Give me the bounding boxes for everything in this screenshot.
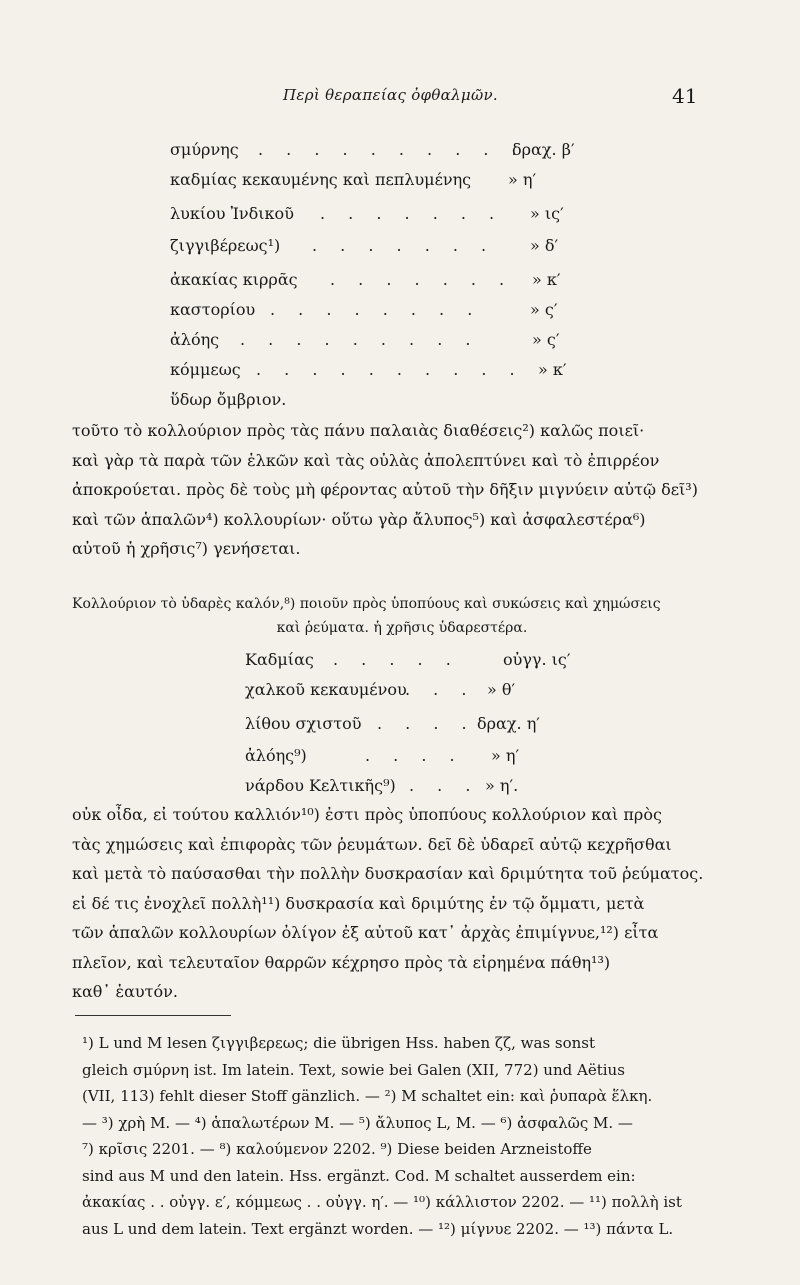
text-line: τὰς χημώσεις καὶ ἐπιφορὰς τῶν ῥευμάτων. δεῖ δὲ ὑδαρεῖ αὐτῷ κεχρῆσθαι: [72, 834, 672, 854]
paragraph-1: [72, 416, 728, 564]
recipe-2-title: [72, 592, 732, 640]
leader-dots: . . . . . . .: [330, 270, 514, 289]
footnote-line: sind aus M und den latein. Hss. ergänzt. Cod. M schaltet ausserdem ein:: [82, 1166, 636, 1185]
footnote-line: ⁷) κρῖσις 2201. — ⁸) καλούμενον 2202. ⁹) Diese beiden Arzneistoffe: [82, 1140, 592, 1158]
ingredient-name: λυκίου Ἰνδικοῦ: [170, 204, 294, 223]
ingredient-name: ἀλόης: [170, 330, 220, 349]
ingredient-name: Καδμίας: [245, 650, 314, 669]
ingredient-name: ὕδωρ ὄμβριον.: [170, 390, 287, 409]
paragraph-2: [72, 800, 728, 1007]
ingredient-amount: » ις′: [530, 204, 564, 223]
leader-dots: . . . .: [365, 746, 464, 765]
leader-dots: . . . . . . . . . .: [256, 360, 524, 379]
footnote-separator: [75, 1015, 231, 1016]
ingredient-name: καστορίου: [170, 300, 256, 319]
ingredient-amount: » κ′: [538, 360, 567, 379]
ingredient-amount: οὐγγ. ις′: [503, 650, 571, 669]
footnote-line: ¹) L und M lesen ζιγγιβερεως; die übrigen Hss. haben ζζ, was sonst: [82, 1034, 596, 1052]
leader-dots: . . . . . . .: [320, 204, 504, 223]
text-line: εἰ δέ τις ἐνοχλεῖ πολλὴ¹¹) δυσκρασία καὶ δριμύτης ἐν τῷ ὄμματι, μετὰ: [72, 893, 645, 913]
ingredient-amount: » η′: [508, 170, 537, 189]
ingredient-amount: δραχ. η′: [477, 714, 540, 733]
footnotes: [82, 1030, 722, 1242]
leader-dots: . . .: [409, 776, 480, 795]
page-number: 41: [672, 84, 698, 108]
ingredient-amount: » ς′: [532, 330, 560, 349]
footnote-line: (VII, 113) fehlt dieser Stoff gänzlich. — ²) M schaltet ein: καὶ ῥυπαρὰ ἕλκη.: [82, 1087, 653, 1105]
text-line: αὐτοῦ ἡ χρῆσις⁷) γενήσεται.: [72, 539, 301, 558]
footnote-line: ἀκακίας . . οὐγγ. ε′, κόμμεως . . οὐγγ. η′. — ¹⁰) κάλλιστον 2202. — ¹¹) πολλὴ ist: [82, 1193, 682, 1211]
ingredient-amount: » ς′: [530, 300, 558, 319]
text-line: καθ᾽ ἑαυτόν.: [72, 982, 178, 1001]
title-line: Κολλούριον τὸ ὑδαρὲς καλόν,⁸) ποιοῦν πρὸς ὑποπύους καὶ συκώσεις καὶ χημώσεις: [72, 596, 661, 612]
text-line: καὶ τῶν ἁπαλῶν⁴) κολλουρίων· οὕτω γὰρ ἄλυπος⁵) καὶ ἀσφαλεστέρα⁶): [72, 509, 646, 529]
leader-dots: . . . .: [377, 714, 476, 733]
text-line: πλεῖον, καὶ τελευταῖον θαρρῶν κέχρησο πρὸς τὰ εἰρημένα πάθη¹³): [72, 952, 611, 972]
ingredient-name: σμύρνης: [170, 140, 239, 159]
text-line: οὐκ οἶδα, εἰ τούτου καλλιόν¹⁰) ἐστι πρὸς ὑποπύους κολλούριον καὶ πρὸς: [72, 805, 662, 824]
ingredient-name: χαλκοῦ κεκαυμένου: [245, 680, 407, 699]
ingredient-name: ἀκακίας κιρρᾶς: [170, 270, 298, 289]
leader-dots: . . . . . . .: [312, 236, 496, 255]
ingredient-name: καδμίας κεκαυμένης καὶ πεπλυμένης: [170, 170, 472, 189]
ingredient-amount: » η′: [491, 746, 520, 765]
leader-dots: . . .: [405, 680, 476, 699]
leader-dots: . . . . . . . .: [270, 300, 482, 319]
text-line: τοῦτο τὸ κολλούριον πρὸς τὰς πάνυ παλαιὰς διαθέσεις²) καλῶς ποιεῖ·: [72, 421, 645, 440]
ingredient-name: ζιγγιβέρεως¹): [170, 236, 281, 255]
text-line: καὶ μετὰ τὸ παύσασθαι τὴν πολλὴν δυσκρασίαν καὶ δριμύτητα τοῦ ῥεύματος.: [72, 864, 704, 883]
ingredient-name: ἀλόης⁹): [245, 746, 307, 765]
leader-dots: . . . . .: [333, 650, 460, 669]
title-line: καὶ ῥεύματα. ἡ χρῆσις ὑδαρεστέρα.: [276, 620, 528, 636]
ingredient-amount: » κ′: [532, 270, 561, 289]
ingredient-name: νάρδου Κελτικῆς⁹): [245, 776, 396, 795]
ingredient-name: κόμμεως: [170, 360, 241, 379]
footnote-line: gleich σμύρνη ist. Im latein. Text, sowie bei Galen (XII, 772) und Aëtius: [82, 1060, 625, 1079]
text-line: ἀποκρούεται. πρὸς δὲ τοὺς μὴ φέροντας αὐτοῦ τὴν δῆξιν μιγνύειν αὐτῷ δεῖ³): [72, 480, 698, 499]
running-title: Περὶ θεραπείας ὀφθαλμῶν.: [283, 86, 498, 104]
ingredient-amount: » θ′: [487, 680, 516, 699]
leader-dots: . . . . . . . . . .: [258, 140, 526, 159]
ingredient-name: λίθου σχιστοῦ: [245, 714, 362, 733]
text-line: τῶν ἁπαλῶν κολλουρίων ὀλίγον ἐξ αὐτοῦ κατ᾽ ἀρχὰς ἐπιμίγνυε,¹²) εἶτα: [72, 923, 659, 942]
leader-dots: . . . . . . . . .: [240, 330, 480, 349]
ingredient-amount: » η′.: [485, 776, 519, 795]
ingredient-amount: » δ′: [530, 236, 559, 255]
page-header: [0, 84, 800, 114]
ingredient-amount: δραχ. β′: [512, 140, 575, 159]
text-line: καὶ γὰρ τὰ παρὰ τῶν ἑλκῶν καὶ τὰς οὐλὰς ἀπολεπτύνει καὶ τὸ ἐπιρρέον: [72, 450, 660, 470]
footnote-line: aus L und dem latein. Text ergänzt worden. — ¹²) μίγνυε 2202. — ¹³) πάντα L.: [82, 1219, 674, 1238]
footnote-line: — ³) χρὴ M. — ⁴) ἁπαλωτέρων M. — ⁵) ἄλυπος L, M. — ⁶) ἀσφαλῶς M. —: [82, 1113, 633, 1132]
